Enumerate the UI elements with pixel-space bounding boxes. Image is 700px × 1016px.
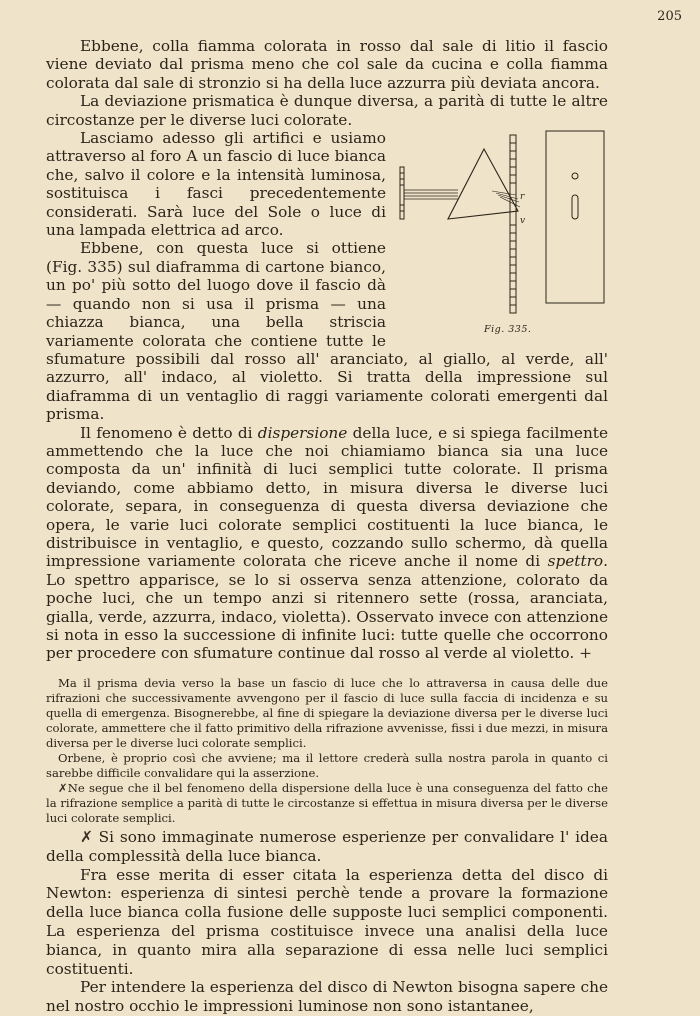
term-dispersione: dispersione [257, 423, 348, 442]
paragraph: Per intendere la esperienza del disco di Newton bisogna sapere che nel nostro occhio le impressioni luminose non sono istantanee, [46, 978, 608, 1016]
light-beam [404, 190, 458, 199]
paragraph: Fra esse merita di esser citata la esperienza detta del disco di Newton: esperienza di sintesi perchè tende a provare la formazione della luce bianca colla fusione delle supposte luci semplici componenti. La esperienza del prisma costituisce invece una analisi della luce bianca, in quanto mira alla separazione di essa nelle luci semplici costituenti. [46, 865, 608, 978]
note: Orbene, è proprio così che avviene; ma il lettore crederà sulla nostra parola in quanto ci sarebbe difficile convalidare qui la asserzione. [46, 751, 608, 780]
screen-board [546, 131, 604, 303]
page-number: 205 [657, 9, 682, 24]
term-spettro: spettro [547, 552, 604, 571]
paragraph: Lasciamo adesso gli artifici e usiamo attraverso al foro A un fascio di luce bianca che, salvo il colore e la intensità luminosa, sostituisca i fasci precedentemente considerati. Sarà luce del Sole o luce di una lampada elettrica ad arco. [46, 129, 386, 240]
paragraph: Ebbene, con questa luce si ottiene (Fig. 335) sul diaframma di cartone bianco, un po' più sotto del luogo dove il fascio dà — quando non si usa il prisma — una chiazza bianca, una bella striscia variamente colorata che contiene tutte le sfumature possibili dal rosso all' aranciato, al giallo, al verde, all' azzurro, all' indaco, al violetto. Si tratta della impressione sul diaframma di un ventaglio di raggi variamente colorati emergenti dal prisma. [46, 239, 608, 424]
paragraph-dispersion [46, 424, 608, 663]
handwritten-mark: + [579, 644, 592, 663]
slit-left [400, 167, 404, 219]
screen-diaphragm [510, 135, 516, 313]
note [46, 781, 608, 826]
figure-caption: Fig. 335. [484, 324, 532, 336]
handwritten-mark: ✗ [58, 781, 68, 795]
paragraph: La deviazione prismatica è dunque diversa, a parità di tutte le altre circostanze per le diverse luci colorate. [46, 92, 608, 129]
text-run: Il fenomeno è detto di [80, 423, 258, 442]
prism [448, 149, 518, 219]
paragraph [46, 828, 608, 866]
handwritten-mark: ✗ [80, 828, 93, 846]
text-run: . Lo spettro apparisce, se lo si osserva senza attenzione, colorato da poche luci, che un tempo anzi si ritennero sette (rossa, aranciata, gialla, verde, azzurra, indaco, violetta). Osservato invece con attenzione si nota in esso la successione di infinite luci: tutte quelle che occorrono per procedere con sfumature continue dal rosso al verde al violetto. [46, 552, 608, 663]
figure-335 [396, 129, 608, 337]
main-text [46, 37, 608, 663]
note: Ma il prisma devia verso la base un fascio di luce che lo attraversa in causa delle due rifrazioni che successivamente avvengono per il fascio di luce sulla faccia di incidenza e su quella di emergenza. Bisognerebbe, al fine di spiegare la deviazione diversa per le diverse luci colorate, ammettere che il fatto primitivo della rifrazione avvenisse, fissi i due mezzi, in misura diversa per le diverse luci colorate semplici. [46, 676, 608, 750]
paragraph: Ebbene, colla fiamma colorata in rosso dal sale di litio il fascio viene deviato dal prisma meno che col sale da cucina e colla fiamma colorata dal sale di stronzio si ha della luce azzurra più deviata ancora. [46, 37, 608, 92]
label-v: v [520, 216, 526, 227]
paragraph-text: Si sono immaginate numerose esperienze per convalidare l' idea della complessità della luce bianca. [46, 828, 608, 865]
prism-diagram [396, 129, 608, 319]
footnotes [46, 676, 608, 826]
label-r: r [520, 192, 525, 203]
tail-text [46, 828, 608, 1016]
text-run: della luce, e si spiega facilmente ammettendo che la luce che noi chiamiamo bianca sia una luce composta da un' infinità di luci semplici tutte colorate. Il prisma deviando, come abbiamo detto, in misura diversa le diverse luci colorate, separa, in conseguenza di questa diversa deviazione che opera, le varie luci colorate semplici costituenti la luce bianca, le distribuisce in ventaglio, e questo, cozzando sullo schermo, dà quella impressione variamente colorata che riceve anche il nome di [46, 423, 608, 571]
note-text: Ne segue che il bel fenomeno della dispersione della luce è una conseguenza del fatto che la rifrazione semplice a parità di tutte le circostanze si effettua in misura diversa per le diverse luci colorate semplici. [46, 781, 608, 825]
